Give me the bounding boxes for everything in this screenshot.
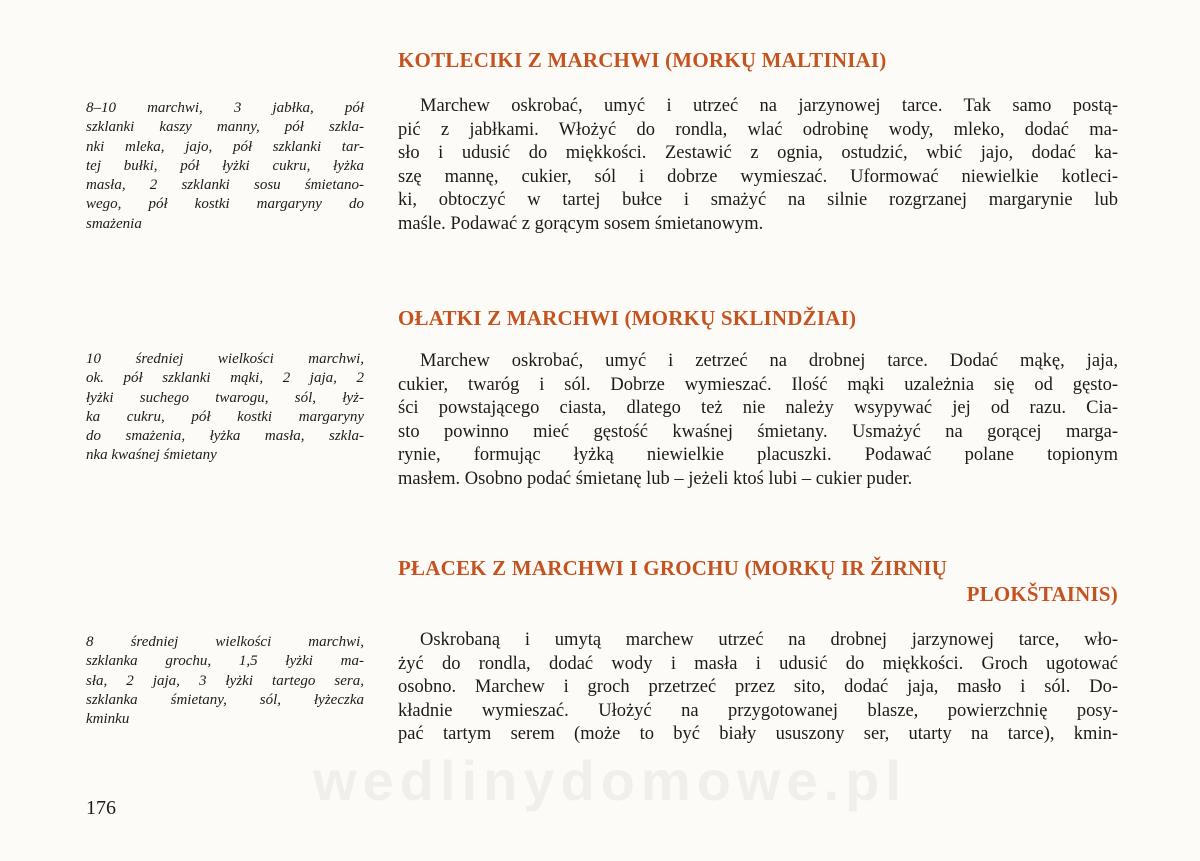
recipe-title-olatki: [398, 305, 1118, 331]
instructions-olatki: [398, 350, 1118, 491]
instructions-line: kładnie wymieszać. Ułożyć na przygotowanej blasze, powierzchnię posy-: [398, 700, 1118, 721]
instructions-line: osobno. Marchew i groch przetrzeć przez sito, dodać jaja, masło i sól. Do-: [398, 677, 1118, 697]
ingredients-line: smażenia: [86, 215, 142, 232]
ingredients-line: nki mleka, jajo, pół szklanki tar-: [86, 138, 364, 155]
ingredients-line: ok. pół szklanki mąki, 2 jaja, 2: [86, 370, 364, 387]
ingredients-line: wego, pół kostki margaryny do: [86, 196, 364, 213]
instructions-line: pić z jabłkami. Włożyć do rondla, wlać odrobinę wody, mleko, dodać ma-: [398, 119, 1118, 140]
instructions-placek: [398, 629, 1118, 747]
instructions-kotleciki: [398, 95, 1118, 236]
recipe-title-line: KOTLECIKI Z MARCHWI (MORKŲ MALTINIAI): [398, 48, 887, 72]
watermark: wedlinydomowe.pl: [313, 749, 907, 812]
recipe-title-kotleciki: [398, 47, 1118, 73]
ingredients-line: szklanka śmietany, sól, łyżeczka: [86, 691, 364, 708]
ingredients-line: 8–10 marchwi, 3 jabłka, pół: [86, 100, 364, 116]
ingredients-line: szklanki kaszy manny, pół szkla-: [86, 119, 364, 136]
instructions-line: pać tartym serem (może to być biały ususzony ser, utarty na tarce), kmin-: [398, 724, 1118, 744]
ingredients-line: kminku: [86, 711, 130, 728]
ingredients-line: ka cukru, pół kostki margaryny: [86, 408, 364, 425]
instructions-line: Oskrobaną i umytą marchew utrzeć na drobnej jarzynowej tarce, wło-: [420, 630, 1118, 650]
instructions-line: ki, obtoczyć w tartej bułce i smażyć na silnie rozgrzanej margarynie lub: [398, 190, 1118, 210]
ingredients-line: 8 średniej wielkości marchwi,: [86, 634, 364, 650]
recipe-title-line: OŁATKI Z MARCHWI (MORKŲ SKLINDŽIAI): [398, 306, 857, 330]
ingredients-placek: [86, 633, 364, 729]
instructions-line: żyć do rondla, dodać wody i masła i udusić do miękkości. Groch ugotować: [398, 653, 1118, 674]
instructions-line: cukier, twaróg i sól. Dobrze wymieszać. Ilość mąki uzależnia się od gęsto-: [398, 374, 1118, 395]
instructions-line: Marchew oskrobać, umyć i utrzeć na jarzynowej tarce. Tak samo postą-: [420, 96, 1118, 116]
instructions-line: Marchew oskrobać, umyć i zetrzeć na drobnej tarce. Dodać mąkę, jaja,: [420, 351, 1118, 371]
recipe-title-placek: [398, 555, 1118, 607]
instructions-line: maśle. Podawać z gorącym sosem śmietanowym.: [398, 213, 764, 234]
ingredients-olatki: [86, 350, 364, 466]
recipe-title-line: PŁACEK Z MARCHWI I GROCHU (MORKŲ IR ŽIRNIŲ: [398, 556, 948, 580]
ingredients-line: sła, 2 jaja, 3 łyżki tartego sera,: [86, 672, 364, 689]
page-number: 176: [86, 797, 116, 819]
ingredients-line: tej bułki, pół łyżki cukru, łyżka: [86, 157, 364, 174]
ingredients-line: szklanka grochu, 1,5 łyżki ma-: [86, 653, 364, 670]
ingredients-line: łyżki suchego twarogu, sól, łyż-: [86, 389, 364, 406]
ingredients-line: do smażenia, łyżka masła, szkla-: [86, 428, 364, 445]
ingredients-line: nka kwaśnej śmietany: [86, 447, 217, 464]
instructions-line: sło i udusić do miękkości. Zestawić z ognia, ostudzić, wbić jajo, dodać ka-: [398, 143, 1118, 163]
instructions-line: masłem. Osobno podać śmietanę lub – jeżeli ktoś lubi – cukier puder.: [398, 468, 913, 489]
instructions-line: sto powinno mieć gęstość kwaśnej śmietany. Usmażyć na gorącej marga-: [398, 421, 1118, 442]
ingredients-line: 10 średniej wielkości marchwi,: [86, 351, 364, 367]
instructions-line: rynie, formując łyżką niewielkie placuszki. Podawać polane topionym: [398, 445, 1118, 465]
instructions-line: ści powstającego ciasta, dlatego też nie należy wsypywać jej od razu. Cia-: [398, 398, 1118, 418]
ingredients-kotleciki: [86, 99, 364, 234]
ingredients-line: masła, 2 szklanki sosu śmietano-: [86, 177, 364, 194]
recipe-title-line: PLOKŠTAINIS): [966, 582, 1118, 606]
instructions-line: szę mannę, cukier, sól i dobrze wymieszać. Uformować niewielkie kotleci-: [398, 166, 1118, 187]
